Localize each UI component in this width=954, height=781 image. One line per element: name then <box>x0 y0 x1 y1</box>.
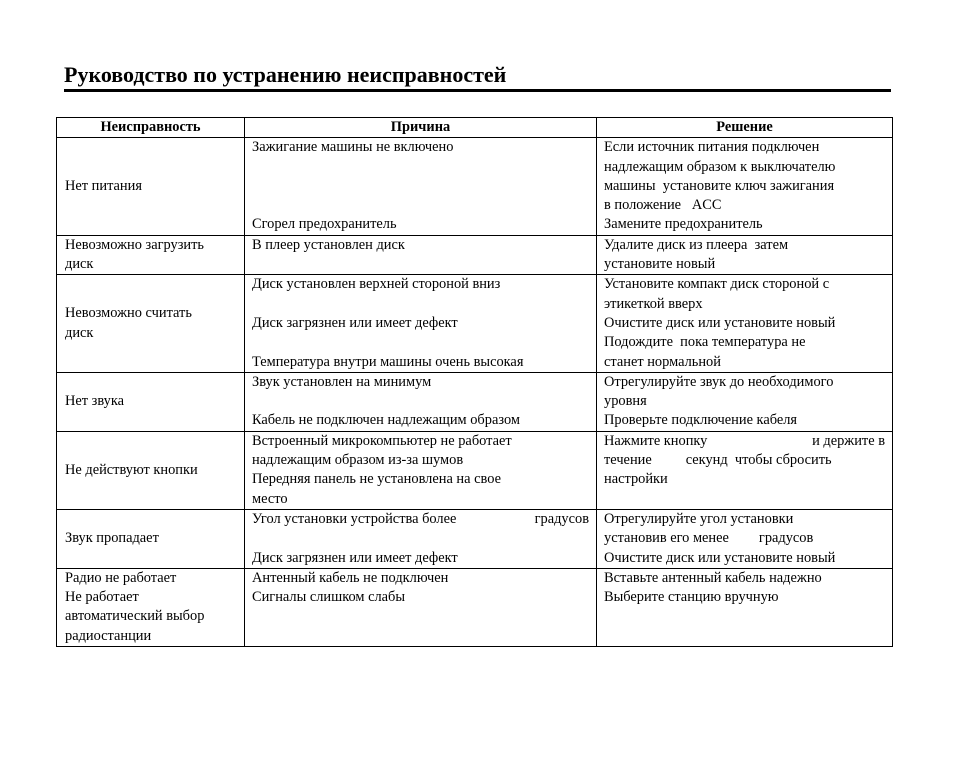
fault-cell <box>57 235 245 275</box>
cause-text: Угол установки устройства более <box>252 510 457 527</box>
cause-cell <box>245 275 597 372</box>
header-cause: Причина <box>245 118 597 138</box>
header-solution: Решение <box>597 118 893 138</box>
fault-text: диск <box>65 324 94 341</box>
cause-cell <box>245 138 597 235</box>
cause-text: Диск установлен верхней стороной вниз <box>252 276 501 293</box>
solution-text: Удалите диск из плеера затем <box>604 236 789 253</box>
solution-cell <box>597 568 893 646</box>
solution-text: Вставьте антенный кабель надежно <box>604 569 822 586</box>
table-header-row <box>57 118 893 138</box>
solution-text: Выберите станцию вручную <box>604 589 779 606</box>
solution-text: Замените предохранитель <box>604 216 763 233</box>
solution-cell <box>597 431 893 509</box>
page-title: Руководство по устранению неисправностей <box>64 62 507 87</box>
table-row <box>57 372 893 431</box>
table-row <box>57 431 893 509</box>
cause-cell <box>245 568 597 646</box>
solution-cell <box>597 372 893 431</box>
fault-cell <box>57 431 245 509</box>
troubleshooting-table <box>56 117 893 647</box>
fault-text: Не работает <box>65 589 139 606</box>
cause-cell <box>245 431 597 509</box>
fault-text: Звук пропадает <box>65 530 159 547</box>
cause-text: Передняя панель не установлена на свое <box>252 471 501 488</box>
cause-cell <box>245 372 597 431</box>
solution-text: станет нормальной <box>604 353 721 370</box>
fault-text: Нет звука <box>65 393 125 410</box>
solution-text: Очистите диск или установите новый <box>604 549 836 566</box>
cause-text: Антенный кабель не подключен <box>252 569 449 586</box>
solution-text: Очистите диск или установите новый <box>604 314 836 331</box>
solution-text: настройки <box>604 471 668 488</box>
fault-text: Радио не работает <box>65 569 177 586</box>
fault-text: Невозможно считать <box>65 305 192 322</box>
cause-cell <box>245 509 597 568</box>
solution-text: Нажмите кнопку <box>604 432 708 449</box>
fault-cell <box>57 138 245 235</box>
cause-text: место <box>252 490 288 507</box>
fault-cell <box>57 275 245 372</box>
solution-text: в положение ACC <box>604 197 722 214</box>
cause-text: Температура внутри машины очень высокая <box>252 353 524 370</box>
solution-text: Отрегулируйте угол установки <box>604 510 794 527</box>
fault-cell <box>57 568 245 646</box>
solution-text: секунд чтобы сбросить <box>685 452 832 469</box>
cause-text: Сигналы слишком слабы <box>252 589 406 606</box>
solution-text: градусов <box>758 530 814 547</box>
solution-text: Проверьте подключение кабеля <box>604 412 798 429</box>
solution-text: установив его менее <box>604 530 729 547</box>
header-fault: Неисправность <box>57 118 245 138</box>
solution-cell <box>597 509 893 568</box>
table-row <box>57 568 893 646</box>
solution-cell <box>597 275 893 372</box>
solution-text: Если источник питания подключен <box>604 139 820 156</box>
cause-cell <box>245 235 597 275</box>
fault-text: Невозможно загрузить <box>65 236 204 253</box>
cause-text: Встроенный микрокомпьютер не работает <box>252 432 512 449</box>
title-underline <box>64 89 891 92</box>
solution-text: Подождите пока температура не <box>604 334 806 351</box>
solution-text: этикеткой вверх <box>604 295 703 312</box>
table-row <box>57 275 893 372</box>
solution-text: уровня <box>604 393 647 410</box>
solution-text: и держите в <box>812 432 885 449</box>
solution-text: надлежащим образом к выключателю <box>604 158 836 175</box>
fault-text: радиостанции <box>65 627 152 644</box>
table-row <box>57 509 893 568</box>
fault-text: диск <box>65 256 94 273</box>
cause-text: Зажигание машины не включено <box>252 139 454 156</box>
solution-cell <box>597 138 893 235</box>
solution-cell <box>597 235 893 275</box>
cause-text: Кабель не подключен надлежащим образом <box>252 412 520 429</box>
cause-text: Диск загрязнен или имеет дефект <box>252 549 458 566</box>
fault-text: Не действуют кнопки <box>65 461 198 478</box>
solution-text: установите новый <box>604 256 716 273</box>
solution-text: Отрегулируйте звук до необходимого <box>604 373 834 390</box>
solution-text: Установите компакт диск стороной с <box>604 276 830 293</box>
fault-cell <box>57 509 245 568</box>
solution-text: течение <box>604 452 652 469</box>
cause-text: Диск загрязнен или имеет дефект <box>252 314 458 331</box>
cause-text: В плеер установлен диск <box>252 236 405 253</box>
cause-text: надлежащим образом из-за шумов <box>252 452 464 469</box>
table-row <box>57 235 893 275</box>
cause-text: Сгорел предохранитель <box>252 216 397 233</box>
cause-text: градусов <box>534 510 589 527</box>
fault-text: автоматический выбор <box>65 608 205 625</box>
table-row <box>57 138 893 235</box>
solution-text: машины установите ключ зажигания <box>604 177 835 194</box>
fault-text: Нет питания <box>65 177 142 194</box>
cause-text: Звук установлен на минимум <box>252 373 432 390</box>
fault-cell <box>57 372 245 431</box>
